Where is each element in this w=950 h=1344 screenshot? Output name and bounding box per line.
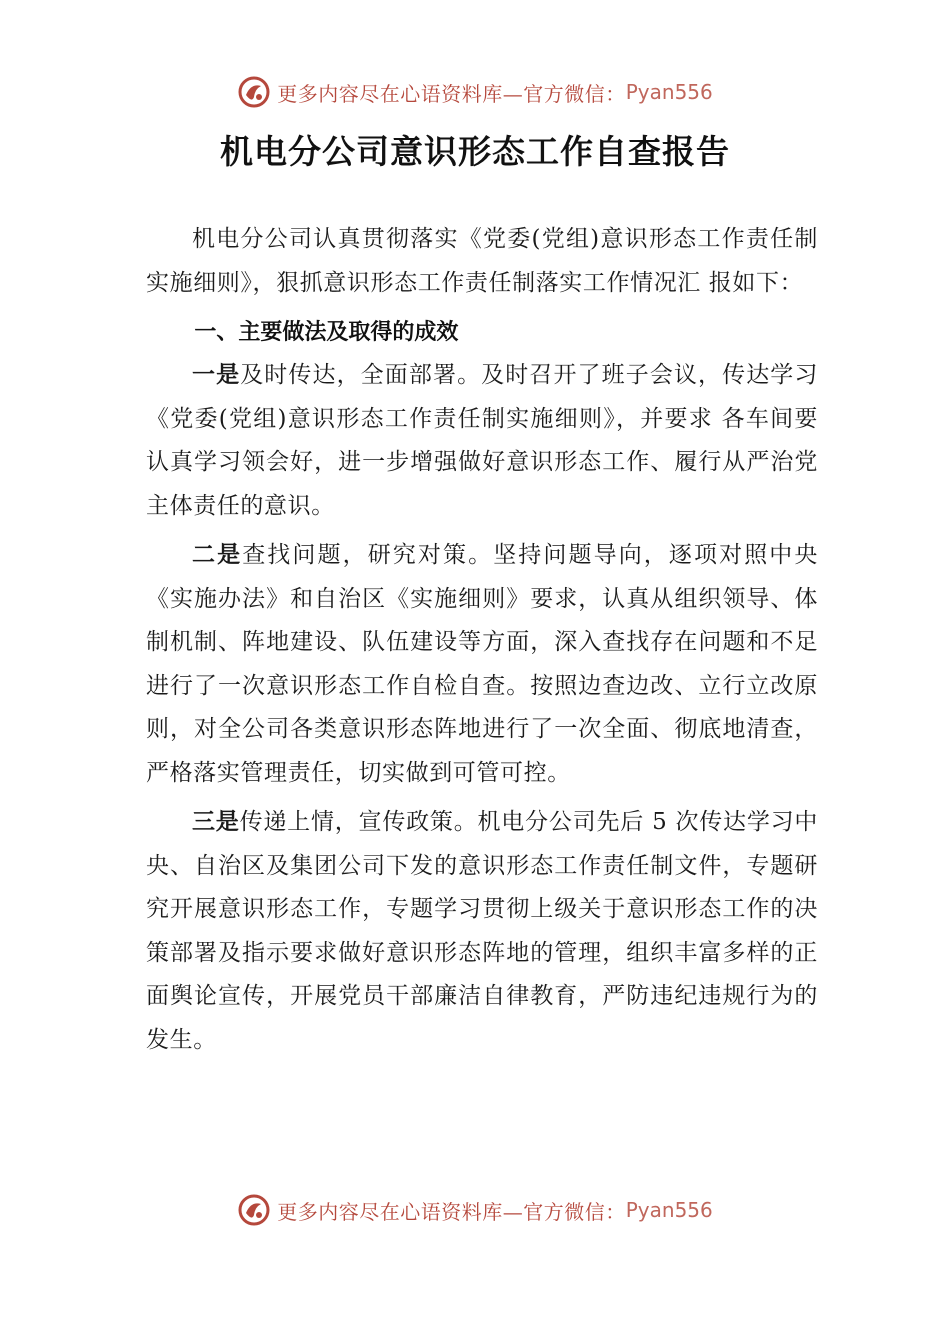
item-lead-3: 三是 [192, 809, 240, 835]
item-text-1: 及时传达，全面部署。及时召开了班子会议，传达学习《党委(党组)意识形态工作责任制实施细则》，并要求 各车间要认真学习领会好，进一步增强做好意识形态工作、履行从严治党主体责任的意识。 [146, 362, 819, 519]
watermark-wechat-id: Pyan556 [625, 1198, 713, 1222]
document-body [146, 218, 818, 1068]
item-text-3: 传递上情，宣传政策。机电分公司先后 5 次传达学习中央、自治区及集团公司下发的意识形态工作责任制文件，专题研究开展意识形态工作，专题学习贯彻上级关于意识形态工作的决策部署及指示要求做好意识形态阵地的管理，组织丰富多样的正面舆论宣传，开展党员干部廉洁自律教育，严防违纪违规行为的发生。 [146, 809, 819, 1053]
item-lead-1: 一是 [192, 362, 241, 388]
item-text-2: 查找问题，研究对策。坚持问题导向，逐项对照中央《实施办法》和自治区《实施细则》要求，认真从组织领导、体制机制、阵地建设、队伍建设等方面，深入查找存在问题和不足进行了一次意识形态工作自检自查。按照边查边改、立行立改原则，对全公司各类意识形态阵地进行了一次全面、彻底地清查，严格落实管理责任，切实做到可管可控。 [146, 542, 818, 786]
watermark-wechat-id: Pyan556 [625, 80, 713, 104]
watermark-text: 更多内容尽在心语资料库—官方微信： [277, 1199, 626, 1224]
item-paragraph-2 [146, 534, 818, 795]
intro-paragraph: 机电分公司认真贯彻落实《党委(党组)意识形态工作责任制实施细则》，狠抓意识形态工作责任制落实工作情况汇 报如下： [146, 226, 818, 296]
document-title: 机电分公司意识形态工作自查报告 [220, 132, 730, 171]
section-heading: 一、主要做法及取得的成效 [194, 320, 459, 345]
top-watermark-banner [0, 72, 950, 112]
item-paragraph-1 [146, 354, 818, 528]
item-paragraph-3 [146, 801, 818, 1062]
watermark-text: 更多内容尽在心语资料库—官方微信： [277, 81, 626, 106]
swirl-logo-icon [237, 1193, 271, 1227]
bottom-watermark-banner [0, 1190, 950, 1230]
item-lead-2: 二是 [192, 542, 243, 568]
swirl-logo-icon [237, 75, 271, 109]
